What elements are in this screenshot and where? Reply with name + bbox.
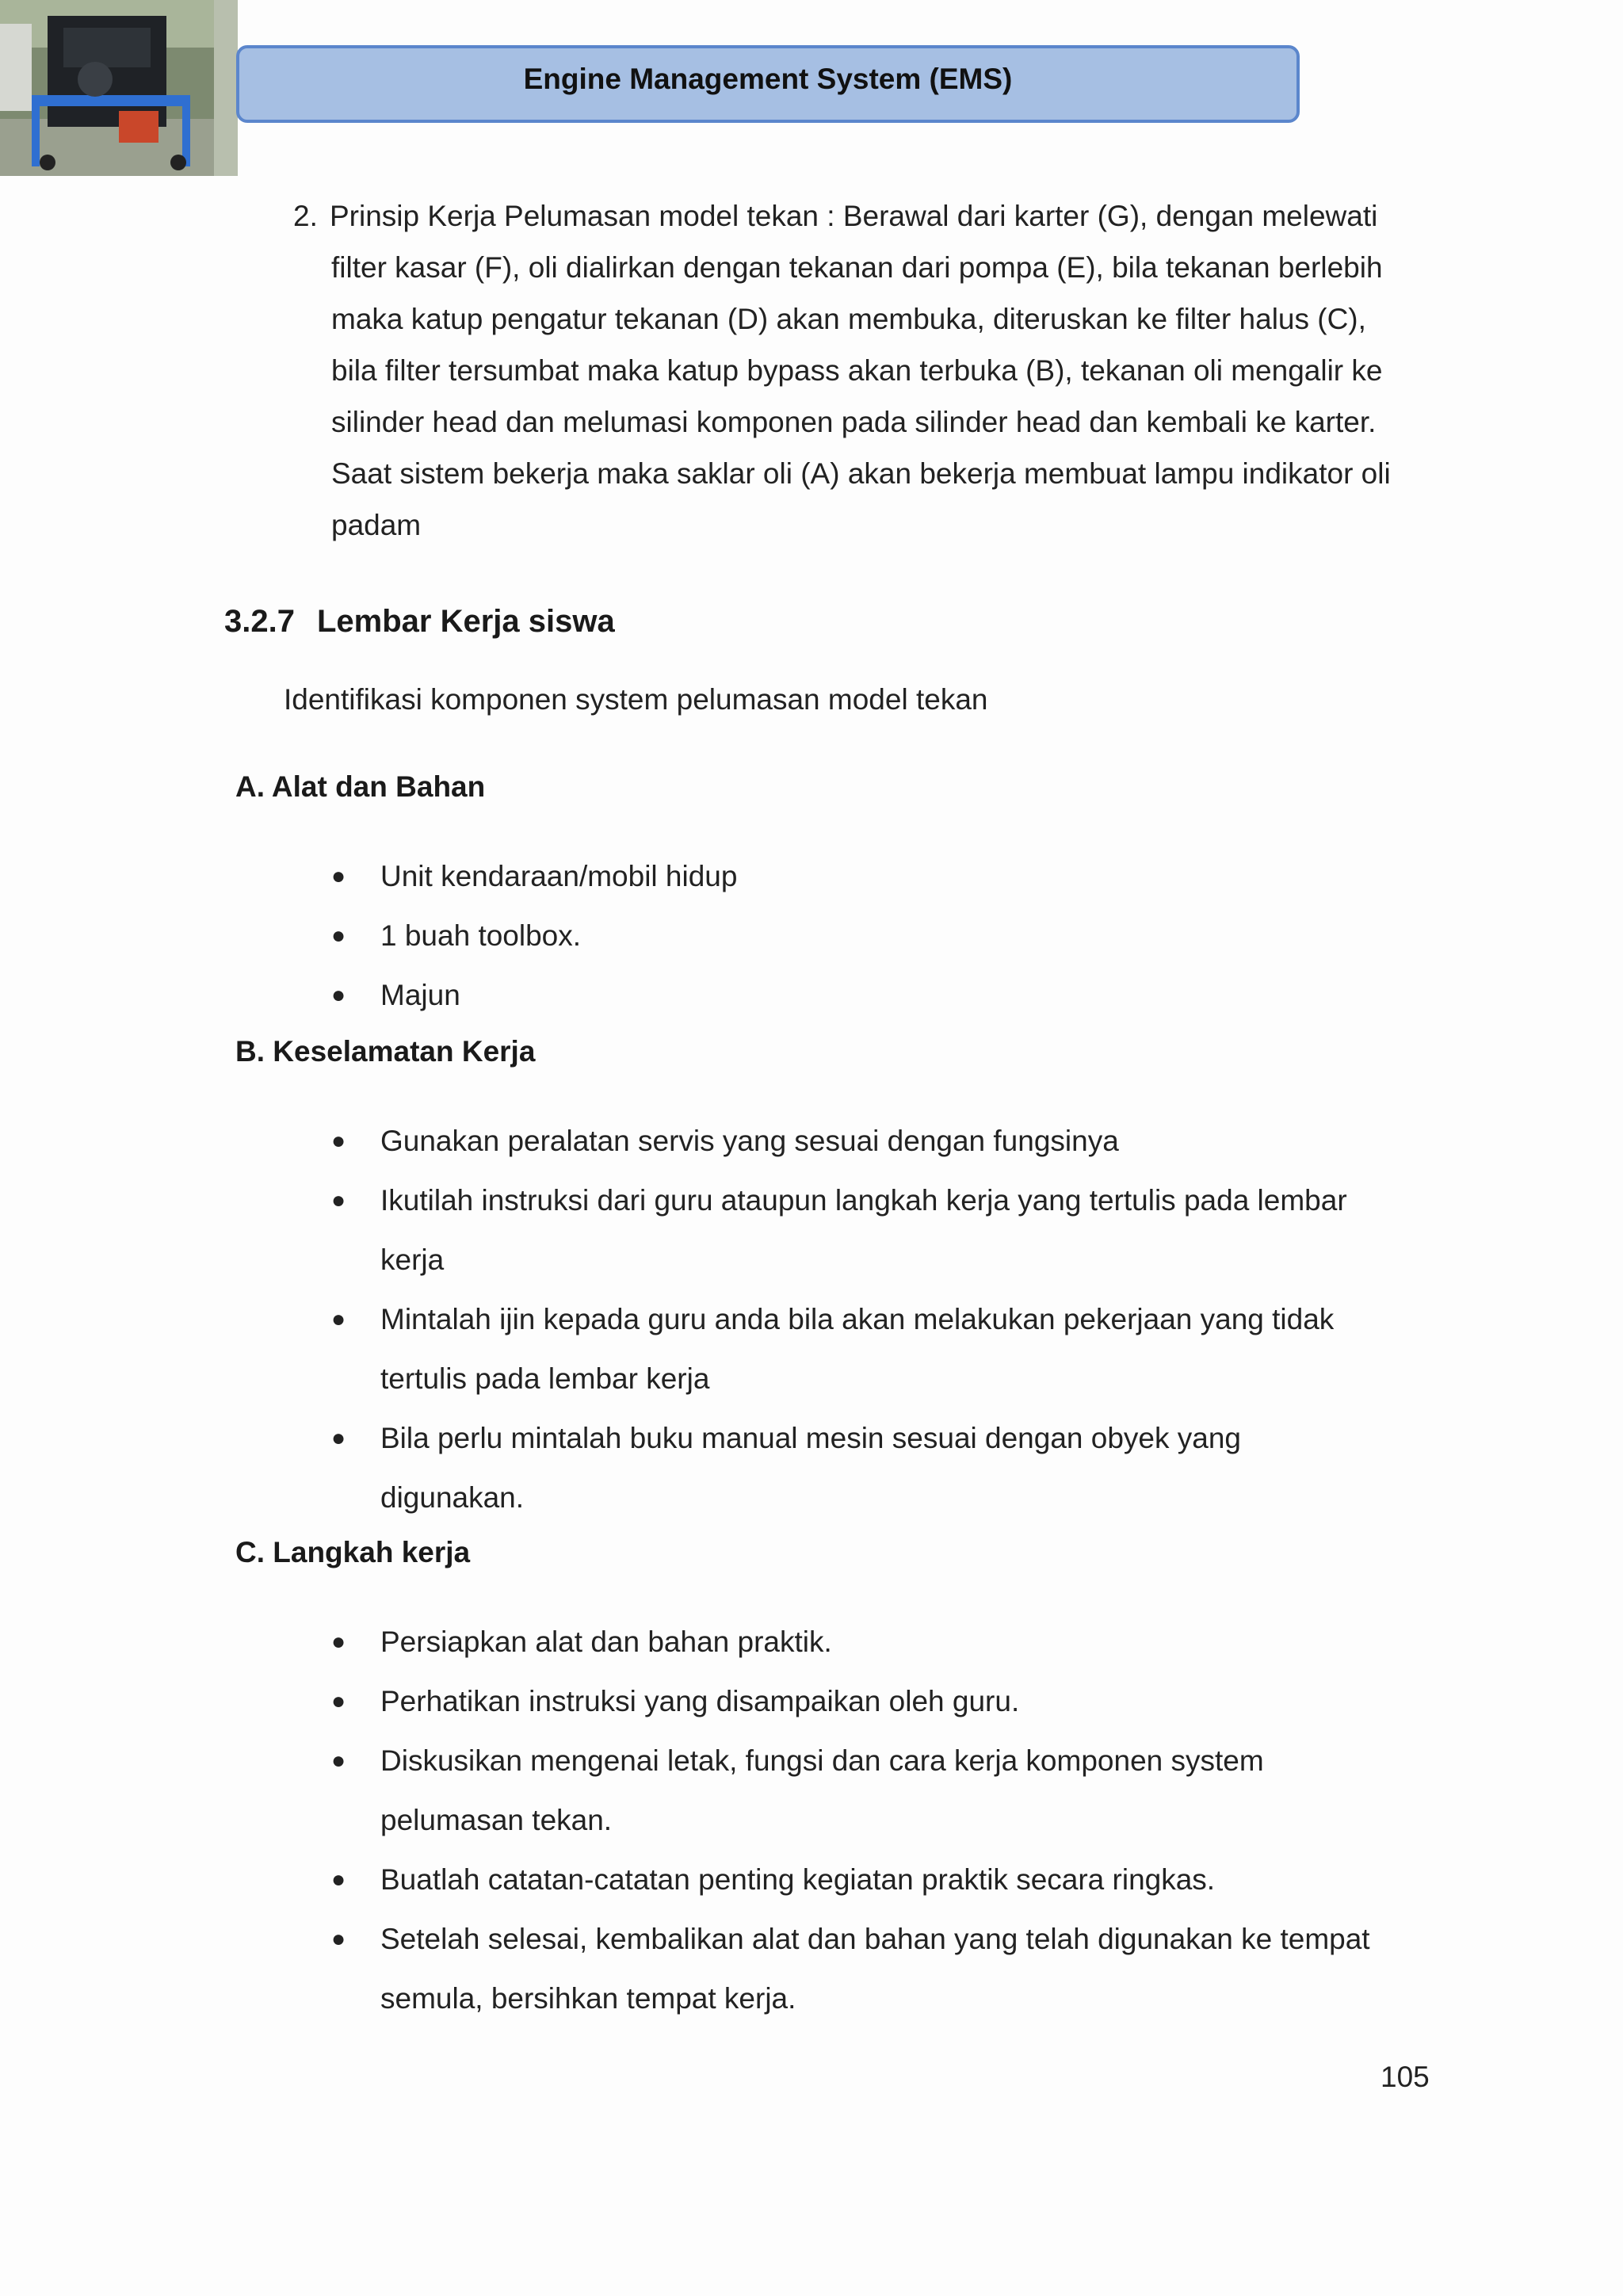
paragraph-line: filter kasar (F), oli dialirkan dengan tekanan dari pompa (E), bila tekanan berlebih: [331, 251, 1383, 284]
bullet-icon: ●: [331, 982, 346, 1008]
bullet-icon: ●: [331, 1866, 346, 1893]
paragraph-line: Saat sistem bekerja maka saklar oli (A) akan bekerja membuat lampu indikator oli: [331, 457, 1391, 490]
bullet-icon: ●: [331, 1128, 346, 1154]
list-item: ● 1 buah toolbox.: [325, 906, 737, 965]
bullet-icon: ●: [331, 863, 346, 889]
bullet-icon: ●: [331, 1425, 346, 1451]
bullet-icon: ●: [331, 1187, 346, 1213]
page-number: 105: [1381, 2061, 1430, 2093]
list-item-continuation: digunakan.: [380, 1481, 525, 1514]
list-item-continuation: semula, bersihkan tempat kerja.: [380, 1982, 796, 2015]
section-intro: Identifikasi komponen system pelumasan model tekan: [284, 683, 988, 716]
list-item: ● Setelah selesai, kembalikan alat dan bahan yang telah digunakan ke tempat: [325, 1909, 1370, 1969]
list-item-continuation: tertulis pada lembar kerja: [380, 1362, 710, 1395]
bullet-icon: ●: [331, 1748, 346, 1774]
bullet-icon: ●: [331, 1306, 346, 1332]
list-item: ● Diskusikan mengenai letak, fungsi dan cara kerja komponen system: [325, 1731, 1370, 1790]
bullet-icon: ●: [331, 1629, 346, 1655]
paragraph-line: bila filter tersumbat maka katup bypass akan terbuka (B), tekanan oli mengalir ke: [331, 354, 1383, 387]
paragraph-line: 2. Prinsip Kerja Pelumasan model tekan : Berawal dari karter (G), dengan melewati: [293, 190, 1426, 242]
list-item: ● Gunakan peralatan servis yang sesuai dengan fungsinya: [325, 1111, 1347, 1171]
list-item-continuation: pelumasan tekan.: [380, 1804, 613, 1836]
list-item: ● Buatlah catatan-catatan penting kegiatan praktik secara ringkas.: [325, 1850, 1370, 1909]
list-item: ● Unit kendaraan/mobil hidup: [325, 846, 737, 906]
list-item: ● Majun: [325, 965, 737, 1025]
list-item: ● Ikutilah instruksi dari guru ataupun langkah kerja yang tertulis pada lembar: [325, 1171, 1347, 1230]
list-item: ● Persiapkan alat dan bahan praktik.: [325, 1612, 1370, 1671]
list-item: ● Mintalah ijin kepada guru anda bila akan melakukan pekerjaan yang tidak: [325, 1289, 1347, 1349]
section-title: Lembar Kerja siswa: [316, 604, 615, 639]
section-heading: [224, 604, 615, 640]
paragraph-line: padam: [331, 509, 422, 541]
alat-list: [325, 846, 737, 1025]
paragraph-number: 2.: [293, 200, 318, 232]
section-number: 3.2.7: [224, 604, 295, 639]
bullet-icon: ●: [331, 1688, 346, 1714]
heading-keselamatan: B. Keselamatan Kerja: [235, 1035, 536, 1068]
engine-photo: [0, 0, 238, 176]
langkah-list: [325, 1612, 1370, 2028]
list-item: ● Perhatikan instruksi yang disampaikan oleh guru.: [325, 1671, 1370, 1731]
keselamatan-list: [325, 1111, 1347, 1527]
bullet-icon: ●: [331, 923, 346, 949]
heading-langkah: C. Langkah kerja: [235, 1536, 471, 1568]
bullet-icon: ●: [331, 1926, 346, 1952]
header-banner: [236, 45, 1300, 123]
list-item-continuation: kerja: [380, 1244, 445, 1276]
paragraph-line: silinder head dan melumasi komponen pada silinder head dan kembali ke karter.: [331, 406, 1377, 438]
paragraph-line: maka katup pengatur tekanan (D) akan membuka, diteruskan ke filter halus (C),: [331, 303, 1366, 335]
list-item: ● Bila perlu mintalah buku manual mesin sesuai dengan obyek yang: [325, 1408, 1347, 1468]
header-title: Engine Management System (EMS): [523, 63, 1013, 95]
principle-paragraph: [293, 190, 1426, 551]
heading-alat: A. Alat dan Bahan: [235, 770, 486, 803]
